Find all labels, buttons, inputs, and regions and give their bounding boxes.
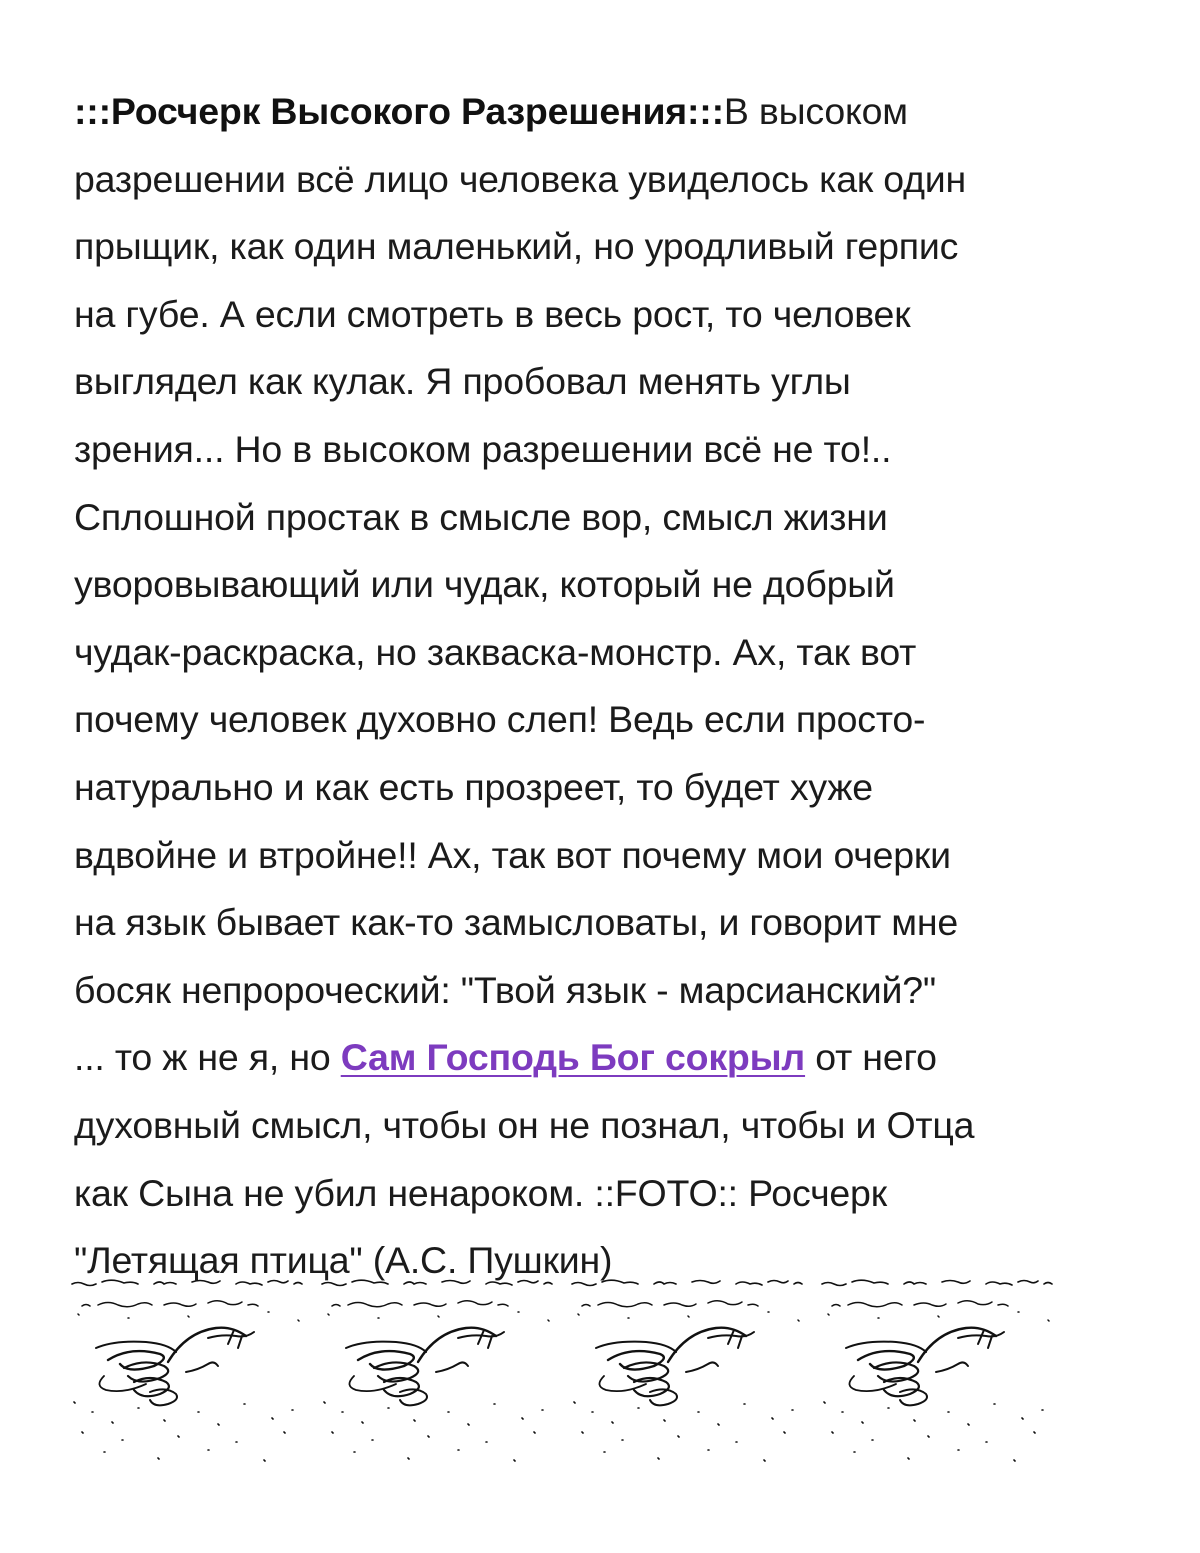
signature-copy-1 bbox=[72, 1280, 302, 1461]
link-line-after: от него bbox=[805, 1036, 937, 1079]
article-title: :::Росчерк Высокого Разрешения::: bbox=[74, 90, 724, 132]
text-line-8: уворовывающий или чудак, который не добрый bbox=[74, 563, 895, 606]
text-line-12: вдвойне и втройне!! Ах, так вот почему мои очерки bbox=[74, 833, 951, 876]
text-line-10: почему человек духовно слеп! Ведь если просто- bbox=[74, 698, 926, 741]
text-line-6: зрения... Но в высоком разрешении всё не то!.. bbox=[74, 427, 892, 470]
signature-copy-4 bbox=[822, 1280, 1052, 1461]
signature-copy-3 bbox=[572, 1280, 802, 1461]
text-line-1-rest: В высоком bbox=[723, 90, 908, 132]
text-line-1 bbox=[74, 78, 1134, 146]
signature-image-strip bbox=[68, 1272, 1074, 1472]
text-line-18: "Летящая птица" (А.С. Пушкин) bbox=[74, 1239, 613, 1282]
text-line-4: на губе. А если смотреть в весь рост, то человек bbox=[74, 292, 911, 335]
text-line-13: на язык бывает как-то замысловаты, и говорит мне bbox=[74, 901, 959, 944]
text-line-15 bbox=[74, 1024, 1134, 1092]
text-line-9: чудак-раскраска, но закваска-монстр. Ах, так вот bbox=[74, 630, 917, 673]
text-line-2: разрешении всё лицо человека увиделось как один bbox=[74, 157, 967, 200]
text-line-16: духовный смысл, чтобы он не познал, чтобы и Отца bbox=[74, 1103, 975, 1146]
text-line-3: прыщик, как один маленький, но уродливый герпис bbox=[74, 225, 959, 268]
signature-copy-2 bbox=[322, 1280, 552, 1461]
text-line-17: как Сына не убил ненароком. ::FOTO:: Росчерк bbox=[74, 1171, 887, 1214]
text-line-5: выглядел как кулак. Я пробовал менять углы bbox=[74, 360, 851, 403]
link-line-before: ... то ж не я, но bbox=[74, 1036, 341, 1079]
text-line-7: Сплошной простак в смысле вор, смысл жизни bbox=[74, 495, 888, 538]
text-line-14: босяк непророческий: "Твой язык - марсианский?" bbox=[74, 968, 937, 1011]
pushkin-signature-image bbox=[68, 1272, 1074, 1472]
text-line-11: натурально и как есть прозреет, то будет хуже bbox=[74, 765, 873, 808]
scripture-link[interactable]: Сам Господь Бог сокрыл bbox=[340, 1036, 806, 1079]
article-text bbox=[74, 78, 1134, 1295]
